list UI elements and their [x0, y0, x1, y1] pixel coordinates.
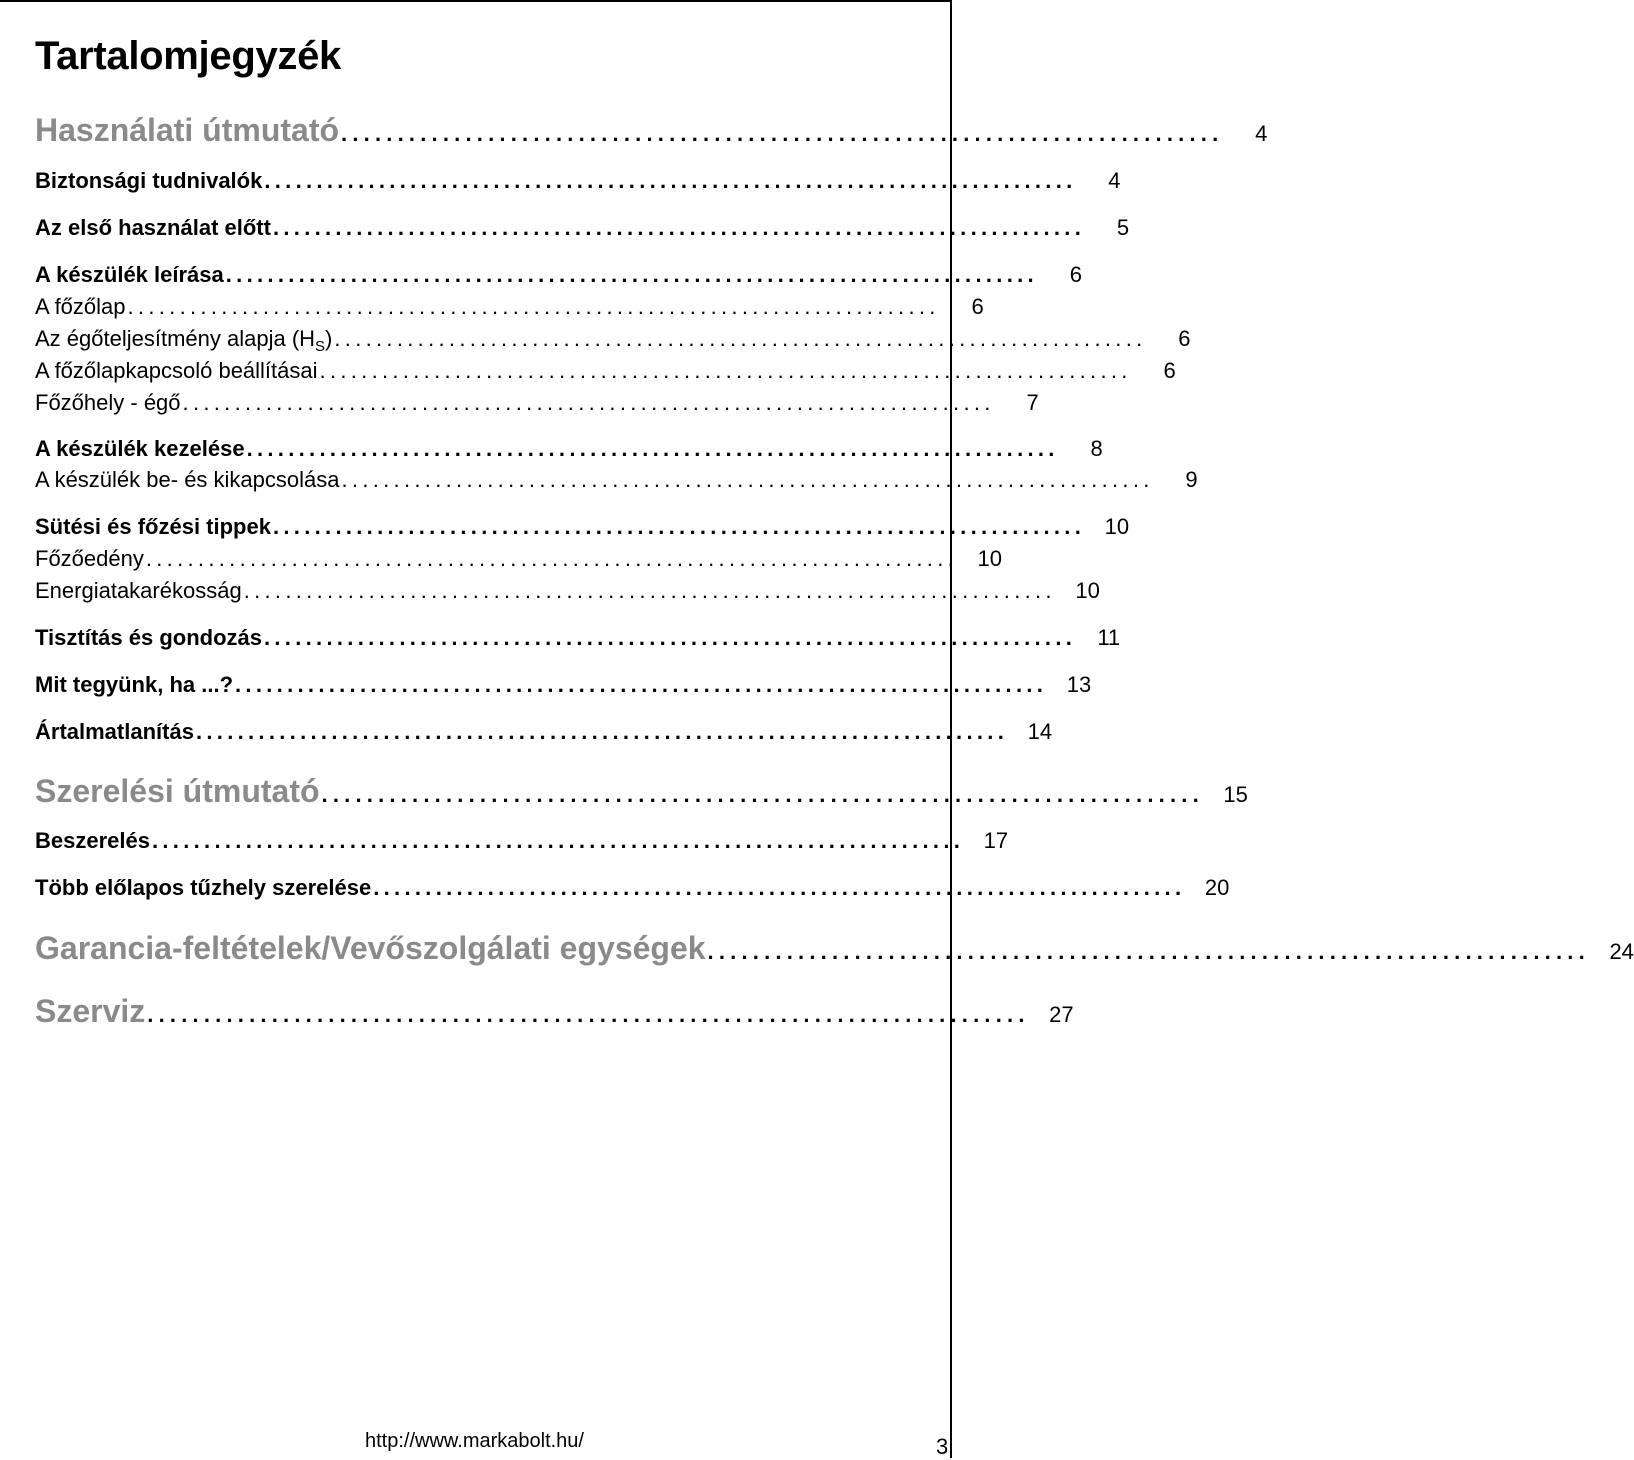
toc-entry-label-tail: )	[325, 326, 333, 351]
toc-leader-dots: ..............................................................................	[272, 215, 1086, 240]
toc-entry[interactable]	[35, 514, 1130, 540]
toc-entry[interactable]	[35, 875, 1230, 901]
toc-leader-dots: ..............................................................................	[707, 939, 1590, 964]
toc-entry-label: A készülék be- és kikapcsolása	[35, 467, 340, 492]
toc-entry[interactable]	[35, 828, 1009, 854]
toc-entry-label: A főzőlap	[35, 294, 126, 319]
toc-entry-page: 14	[1027, 719, 1053, 744]
toc-entry-page: 7	[1026, 390, 1039, 415]
toc-entry-label: Biztonsági tudnivalók	[35, 168, 263, 193]
toc-entry-page: 6	[1178, 326, 1191, 351]
toc-leader-dots: ..............................................................................	[341, 121, 1224, 146]
page-number: 3	[936, 1434, 949, 1459]
toc-entry-page: 8	[1090, 436, 1103, 461]
toc-entry[interactable]	[35, 578, 1100, 604]
toc-leader-dots: ..............................................................................	[246, 436, 1059, 461]
toc-leader-dots: ..............................................................................	[321, 782, 1204, 807]
toc-entry[interactable]	[35, 930, 1634, 967]
toc-entry-page: 5	[1116, 215, 1130, 240]
toc-entry-label: A főzőlapkapcsoló beállításai	[35, 358, 318, 383]
toc-leader-dots: ..............................................................................	[195, 719, 1009, 744]
toc-entry-page: 24	[1609, 939, 1634, 964]
toc-leader-dots: ..............................................................................	[264, 168, 1077, 193]
toc-entry[interactable]	[35, 168, 1121, 194]
toc-entry-label: Energiatakarékosság	[35, 578, 242, 603]
toc-entry[interactable]	[35, 215, 1130, 241]
toc-entry-label: Az első használat előtt	[35, 215, 271, 240]
toc-entry-page: 10	[1075, 578, 1100, 603]
toc-leader-dots: ..............................................................................	[243, 578, 1056, 603]
toc-leader-dots: ..............................................................................	[334, 326, 1147, 351]
toc-entry-page: 10	[977, 546, 1003, 571]
toc-entry-page: 6	[1163, 358, 1176, 383]
toc-entry[interactable]	[35, 546, 1003, 572]
toc-entry[interactable]	[35, 436, 1103, 462]
toc-leader-dots: ..............................................................................	[127, 294, 940, 319]
toc-entry[interactable]	[35, 358, 1176, 384]
toc-leader-dots: ..............................................................................	[225, 262, 1038, 287]
toc-leader-dots: ..............................................................................	[145, 546, 959, 571]
toc-entry-page: 4	[1255, 121, 1268, 146]
toc-entry-label-subscript: S	[315, 338, 326, 355]
toc-entry-page: 9	[1185, 467, 1198, 492]
toc-entry-page: 11	[1097, 625, 1121, 650]
toc-entry-page: 10	[1104, 514, 1130, 539]
toc-entry[interactable]	[35, 294, 984, 320]
toc-entry-label: Szerelési útmutató	[35, 773, 320, 809]
toc-entry-label	[35, 326, 332, 355]
toc-entry-page: 27	[1049, 1002, 1074, 1027]
toc-entry[interactable]	[35, 326, 1191, 355]
toc-leader-dots: ..............................................................................	[182, 390, 995, 415]
toc-leader-dots: ..............................................................................	[147, 1002, 1030, 1027]
toc-entry[interactable]	[35, 390, 1039, 416]
toc-entry-label: Több előlapos tűzhely szerelése	[35, 875, 372, 900]
toc-leader-dots: ..............................................................................	[235, 672, 1048, 697]
toc-entry-label: Ártalmatlanítás	[35, 719, 194, 744]
toc-entry-page: 6	[971, 294, 984, 319]
toc-entry-label: Főzőedény	[35, 546, 144, 571]
toc-entry-page: 17	[983, 828, 1009, 853]
toc-entry-page: 13	[1066, 672, 1092, 697]
toc-leader-dots: ..............................................................................	[263, 625, 1077, 650]
toc-entry[interactable]	[35, 467, 1198, 493]
toc-entry-label: Főzőhely - égő	[35, 390, 181, 415]
toc-leader-dots: ..............................................................................	[373, 875, 1186, 900]
toc-leader-dots: ..............................................................................	[341, 467, 1154, 492]
footer-url: http://www.markabolt.hu/	[365, 1430, 584, 1452]
toc-leader-dots: ..............................................................................	[151, 828, 965, 853]
toc-leader-dots: ..............................................................................	[319, 358, 1132, 383]
toc-entry-page: 4	[1108, 168, 1121, 193]
toc-entry[interactable]	[35, 672, 1092, 698]
toc-entry-label: Sütési és főzési tippek	[35, 514, 271, 539]
toc-entry-label: A készülék kezelése	[35, 436, 245, 461]
toc-entry-label: Szerviz	[35, 993, 146, 1029]
toc-entry[interactable]	[35, 993, 1074, 1030]
toc-leader-dots: ..............................................................................	[272, 514, 1086, 539]
toc-entry-page: 15	[1223, 782, 1248, 807]
toc-entry-label: Mit tegyünk, ha ...?	[35, 672, 234, 697]
toc-entry-label: Beszerelés	[35, 828, 150, 853]
toc-entry-label: Használati útmutató	[35, 112, 340, 148]
toc-entry[interactable]	[35, 262, 1082, 288]
toc-entry[interactable]	[35, 112, 1268, 149]
toc-entry-label: Garancia-feltételek/Vevőszolgálati egységek	[35, 930, 706, 966]
toc-entry-label: Tisztítás és gondozás	[35, 625, 262, 650]
toc-entry-page: 20	[1204, 875, 1230, 900]
toc-entry[interactable]	[35, 625, 1121, 651]
page-title: Tartalomjegyzék	[35, 34, 341, 78]
toc-entry-label: A készülék leírása	[35, 262, 224, 287]
toc-entry-page: 6	[1069, 262, 1082, 287]
toc-entry[interactable]	[35, 773, 1248, 810]
toc-entry[interactable]	[35, 719, 1053, 745]
toc-entry-label-main: Az égőteljesítmény alapja (H	[35, 326, 316, 351]
